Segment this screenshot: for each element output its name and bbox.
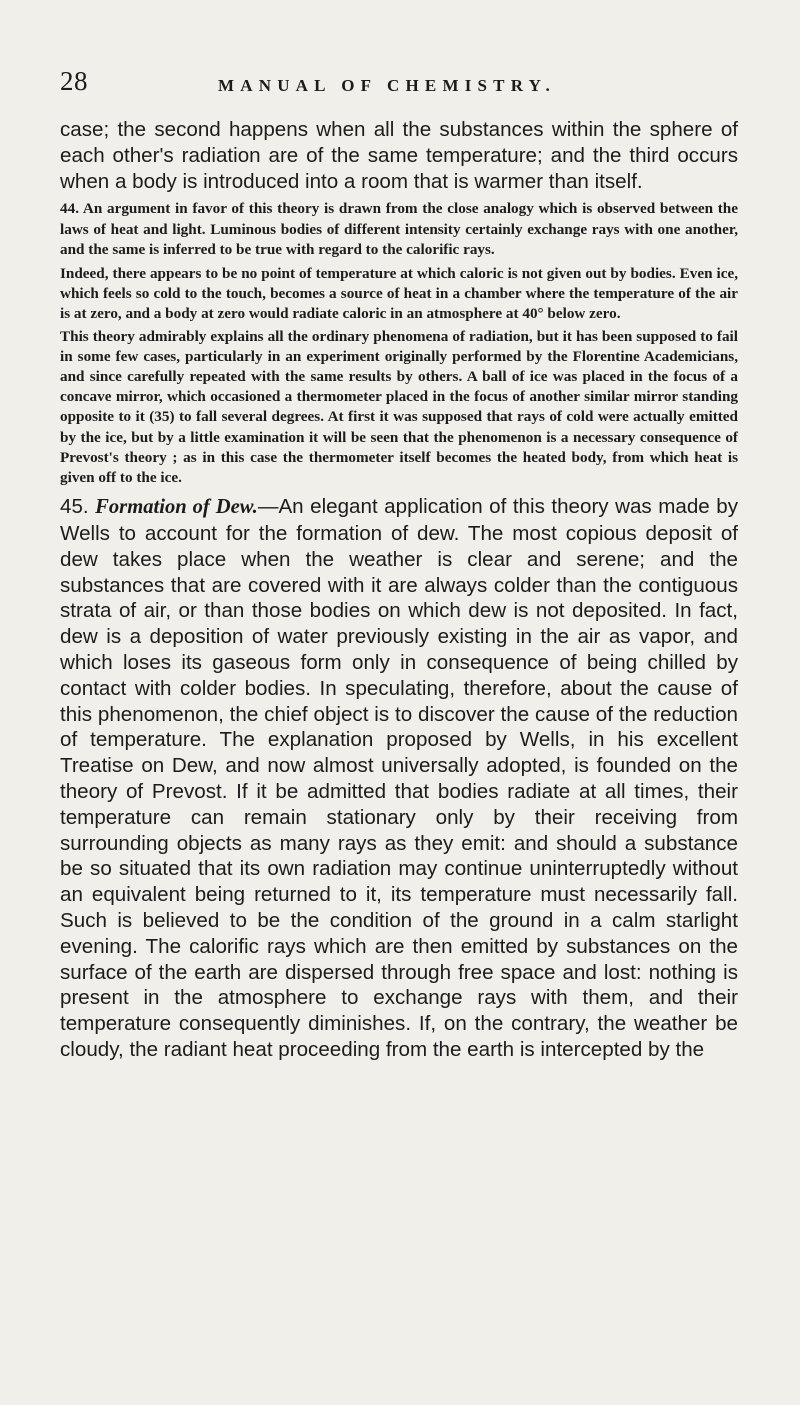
running-title: MANUAL OF CHEMISTRY.: [218, 76, 556, 95]
page-number: 28: [60, 66, 88, 96]
paragraph-continuation: case; the second happens when all the substances within the sphere of each other's radiation are of the same temperature; and the third occurs when a body is introduced into a room that is warmer than itself.: [60, 118, 738, 193]
paragraph-45: [60, 494, 738, 1063]
page-header: [60, 66, 760, 106]
section-number: 45.: [60, 495, 89, 519]
paragraph-theory-explains: This theory admirably explains all the ordinary phenomena of radiation, but it has been supposed to fail in some few cases, particularly in an experiment originally performed by the Florentine Academicians, and since carefully repeated with the same results by others. A ball of ice was placed in the focus of a concave mirror, which occasioned a thermometer placed in the focus of another similar mirror standing opposite to it (35) to fall several degrees. At first it was supposed that rays of cold were actually emitted by the ice, but by a little examination it will be seen that the phenomenon is a necessary consequence of Prevost's theory ; as in this case the thermometer itself becomes the heated body, from which heat is given off to the ice.: [60, 327, 738, 487]
section-heading: Formation of Dew.: [95, 496, 258, 519]
section-text: —An elegant application of this theory was made by Wells to account for the formation of dew. The most copious deposit of dew takes place when the weather is clear and serene; and the substances that are covered with it are always colder than the contiguous strata of air, or than those bodies on which dew is not deposited. In fact, dew is a deposition of water previously existing in the air as vapor, and which loses its gaseous form only in consequence of being chilled by contact with colder bodies. In speculating, therefore, about the cause of this phenomenon, the chief object is to discover the cause of the reduction of temperature. The explanation proposed by Wells, in his excellent Treatise on Dew, and now almost universally adopted, is founded on the theory of Prevost. If it be admitted that bodies radiate at all times, their temperature can remain stationary only by their receiving from surrounding objects as many rays as they emit: and should a substance be so situated that its own radiation may continue uninterruptedly without an equivalent being returned to it, its temperature must necessarily fall. Such is believed to be the condition of the ground in a calm starlight evening. The calorific rays which are then emitted by substances on the surface of the earth are dispersed through free space and lost: nothing is present in the atmosphere to exchange rays with them, and their temperature consequently diminishes. If, on the contrary, the weather be cloudy, the radiant heat proceeding from the earth is intercepted by the: [60, 495, 738, 1061]
paragraph-ice-caloric: Indeed, there appears to be no point of temperature at which caloric is not given out by bodies. Even ice, which feels so cold to the touch, becomes a source of heat in a chamber where the temperature of the air is at zero, and a body at zero would radiate caloric in an atmosphere at 40° below zero.: [60, 265, 738, 323]
paragraph-44: 44. An argument in favor of this theory is drawn from the close analogy which is observed between the laws of heat and light. Luminous bodies of different intensity certainly exchange rays with one another, and the same is inferred to be true with regard to the calorific rays.: [60, 200, 738, 258]
body-text: [60, 117, 738, 1063]
